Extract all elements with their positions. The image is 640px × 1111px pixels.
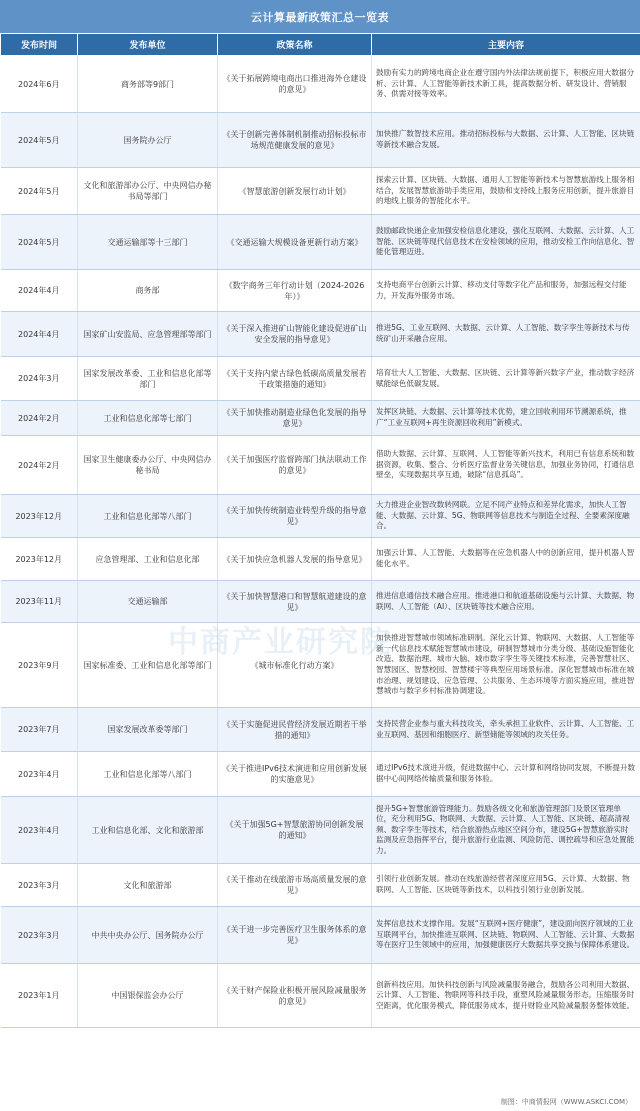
cell-dept: 工业和信息化部等七部门 bbox=[78, 401, 218, 436]
cell-content: 发挥区块链、大数据、云计算等技术优势，建立回收利用环节溯源系统，推广“工业互联网+再生资源回收利用”新模式。 bbox=[372, 401, 640, 436]
cell-dept: 交通运输部等十三部门 bbox=[78, 215, 218, 270]
cell-policy-name: 《关于进一步完善医疗卫生服务体系的意见》 bbox=[218, 907, 372, 964]
table-row bbox=[1, 436, 640, 495]
cell-content: 鼓励有实力的跨境电商企业在遵守国内外法律法规前提下，积极应用大数据分析、云计算、人工智能等新技术新工具，提高数据分析、研发设计、营销服务、供需对接等效率。 bbox=[372, 56, 640, 113]
source-footer: 制图：中商情报网（WWW.ASKCI.COM） bbox=[500, 1098, 632, 1106]
cell-policy-name: 《关于支持内蒙古绿色低碳高质量发展若干政策措施的通知》 bbox=[218, 357, 372, 401]
table-row bbox=[1, 907, 640, 964]
table-row bbox=[1, 357, 640, 401]
cell-date: 2024年5月 bbox=[1, 215, 78, 270]
cell-date: 2023年11月 bbox=[1, 581, 78, 623]
cell-policy-name: 《关于推进IPv6技术演进和应用创新发展的实施意见》 bbox=[218, 752, 372, 797]
policy-table bbox=[0, 33, 640, 1028]
cell-date: 2023年7月 bbox=[1, 708, 78, 752]
cell-date: 2023年4月 bbox=[1, 752, 78, 797]
cell-policy-name: 《关于加强5G+智慧旅游协同创新发展的通知》 bbox=[218, 797, 372, 864]
header-name: 政策名称 bbox=[218, 34, 372, 56]
cell-content: 通过IPv6技术演进升级，促进数据中心、云计算和网络协同发展，不断提升数据中心间网络传输质量和服务体验。 bbox=[372, 752, 640, 797]
cell-date: 2024年5月 bbox=[1, 113, 78, 168]
cell-policy-name: 《关于加快推动制造业绿色化发展的指导意见》 bbox=[218, 401, 372, 436]
table-row bbox=[1, 215, 640, 270]
cell-dept: 应急管理部、工业和信息化部 bbox=[78, 538, 218, 581]
cell-date: 2024年6月 bbox=[1, 56, 78, 113]
cell-content: 推进信息通信技术融合应用。推进港口和航道基础设施与云计算、大数据、物联网、人工智能（AI）、区块链等技术融合应用。 bbox=[372, 581, 640, 623]
cell-content: 借助大数据、云计算、互联网、人工智能等新兴技术，利用已有信息系统和数据资源，收集、整合、分析医疗监督业务关键信息，加强业务协同，打通信息壁垒，实现数据共享互通，破除“信息孤岛”。 bbox=[372, 436, 640, 495]
table-row bbox=[1, 752, 640, 797]
cell-policy-name: 《关于加强医疗监督跨部门执法联动工作的意见》 bbox=[218, 436, 372, 495]
cell-content: 加快推广数智技术应用。推动招标投标与大数据、云计算、人工智能、区块链等新技术融合发展。 bbox=[372, 113, 640, 168]
table-row bbox=[1, 708, 640, 752]
cell-date: 2023年3月 bbox=[1, 907, 78, 964]
header-date: 发布时间 bbox=[1, 34, 78, 56]
header-dept: 发布单位 bbox=[78, 34, 218, 56]
table-row bbox=[1, 964, 640, 1028]
cell-policy-name: 《关于拓展跨境电商出口推进海外仓建设的意见》 bbox=[218, 56, 372, 113]
cell-dept: 商务部等9部门 bbox=[78, 56, 218, 113]
cell-content: 大力推进企业智改数转网联。立足不同产业特点和差异化需求，加快人工智能、大数据、云计算、5G、物联网等信息技术与制造全过程、全要素深度融合。 bbox=[372, 495, 640, 538]
table-row bbox=[1, 538, 640, 581]
cell-date: 2024年5月 bbox=[1, 168, 78, 215]
cell-content: 培育壮大人工智能、大数据、区块链、云计算等新兴数字产业，推动数字经济赋能绿色低碳发展。 bbox=[372, 357, 640, 401]
table-row bbox=[1, 401, 640, 436]
cell-content: 加强云计算、人工智能、大数据等在应急机器人中的创新应用，提升机器人智能化水平。 bbox=[372, 538, 640, 581]
cell-dept: 国家发展改革委等部门 bbox=[78, 708, 218, 752]
cell-content: 推进5G、工业互联网、大数据、云计算、人工智能、数字孪生等新技术与传统矿山开采融合应用。 bbox=[372, 312, 640, 357]
cell-dept: 中共中央办公厅、国务院办公厅 bbox=[78, 907, 218, 964]
watermark: 中商产业研究院 bbox=[168, 625, 392, 660]
cell-dept: 国务院办公厅 bbox=[78, 113, 218, 168]
table-row bbox=[1, 56, 640, 113]
cell-content: 创新科技应用。加快科技创新与风险减量服务融合，鼓励各公司利用大数据、云计算、人工智能、物联网等科技手段，重塑风险减量服务形态，压缩服务时空距离，优化服务模式，降低服务成本，提升财险业风险减量服务整体效能。 bbox=[372, 964, 640, 1028]
cell-policy-name: 《关于推动在线旅游市场高质量发展的意见》 bbox=[218, 864, 372, 907]
cell-content: 支持民营企业参与重大科技攻关，牵头承担工业软件、云计算、人工智能、工业互联网、基因和细胞医疗、新型储能等领域的攻关任务。 bbox=[372, 708, 640, 752]
cell-policy-name: 《交通运输大规模设备更新行动方案》 bbox=[218, 215, 372, 270]
cell-date: 2024年2月 bbox=[1, 436, 78, 495]
cell-policy-name: 《关于加快应急机器人发展的指导意见》 bbox=[218, 538, 372, 581]
table-row bbox=[1, 495, 640, 538]
table-row bbox=[1, 797, 640, 864]
cell-date: 2023年4月 bbox=[1, 797, 78, 864]
table-row bbox=[1, 113, 640, 168]
cell-policy-name: 《数字商务三年行动计划（2024-2026年）》 bbox=[218, 270, 372, 312]
cell-date: 2024年3月 bbox=[1, 357, 78, 401]
cell-policy-name: 《关于深入推进矿山智能化建设促进矿山安全发展的指导意见》 bbox=[218, 312, 372, 357]
table-title: 云计算最新政策汇总一览表 bbox=[0, 0, 640, 33]
cell-date: 2023年1月 bbox=[1, 964, 78, 1028]
table-row bbox=[1, 623, 640, 708]
cell-dept: 国家卫生健康委办公厅、中央网信办秘书局 bbox=[78, 436, 218, 495]
cell-date: 2024年2月 bbox=[1, 401, 78, 436]
header-row bbox=[1, 34, 640, 56]
cell-dept: 国家发展改革委、工业和信息化部等部门 bbox=[78, 357, 218, 401]
cell-content: 加快推进智慧城市领域标准研制。深化云计算、物联网、大数据、人工智能等新一代信息技术赋能智慧城市建设，研制智慧城市分类分级、基础设施智能化改造、数据治理、城市大脑、城市数字孪生等关键技术标准，完善智慧社区、智慧园区、智慧校园、智慧楼宇等典型应用场景标准。深化智慧城市标准在城市治理、规划建设、应急管理、公共服务、生态环境等方面实施应用，推进智慧城市与数字乡村标准协调建设。 bbox=[372, 623, 640, 708]
cell-dept: 商务部 bbox=[78, 270, 218, 312]
cell-dept: 文化和旅游部 bbox=[78, 864, 218, 907]
cell-date: 2023年3月 bbox=[1, 864, 78, 907]
cell-dept: 工业和信息化部等八部门 bbox=[78, 752, 218, 797]
cell-content: 鼓励邮政快递企业加强安检信息化建设，强化互联网、大数据、云计算、人工智能、区块链等现代信息技术在安检领域的应用，推动安检工作向信息化、智能化管理迈进。 bbox=[372, 215, 640, 270]
cell-policy-name: 《关于实施促进民营经济发展近期若干举措的通知》 bbox=[218, 708, 372, 752]
cell-content: 提升5G+智慧旅游管理能力。鼓励各级文化和旅游管理部门及景区管理单位，充分利用5G、物联网、大数据、云计算、人工智能、区块链、超高清视频、数字孪生等技术，结合旅游热点地区空间分布，建设5G+智慧旅游实时监测及应急指挥平台，提升旅游行业监测、风险防范、调控疏导和应急处置能力。 bbox=[372, 797, 640, 864]
table-row bbox=[1, 270, 640, 312]
cell-date: 2023年9月 bbox=[1, 623, 78, 708]
header-content: 主要内容 bbox=[372, 34, 640, 56]
cell-date: 2024年4月 bbox=[1, 270, 78, 312]
cell-content: 支持电商平台创新云计算、移动支付等数字化产品和服务，加强远程交付能力，开发海外服务市场。 bbox=[372, 270, 640, 312]
cell-dept: 国家矿山安监局、应急管理部等部门 bbox=[78, 312, 218, 357]
table-row bbox=[1, 168, 640, 215]
cell-date: 2023年12月 bbox=[1, 538, 78, 581]
table-body bbox=[1, 56, 640, 1028]
cell-dept: 文化和旅游部办公厅、中央网信办秘书局等部门 bbox=[78, 168, 218, 215]
cell-date: 2024年4月 bbox=[1, 312, 78, 357]
table-row bbox=[1, 864, 640, 907]
cell-date: 2023年12月 bbox=[1, 495, 78, 538]
cell-content: 引领行业创新发展。推动在线旅游经营者深度应用5G、云计算、大数据、物联网、人工智能、区块链等新技术，以科技引领行业创新发展。 bbox=[372, 864, 640, 907]
cell-content: 发挥信息技术支撑作用。发展“互联网+医疗健康”，建设面向医疗领域的工业互联网平台，加快推进互联网、区块链、物联网、人工智能、云计算、大数据等在医疗卫生领域中的应用，加强健康医疗大数据共享交换与保障体系建设。 bbox=[372, 907, 640, 964]
cell-dept: 交通运输部 bbox=[78, 581, 218, 623]
cell-policy-name: 《关于财产保险业积极开展风险减量服务的意见》 bbox=[218, 964, 372, 1028]
cell-policy-name: 《关于创新完善体制机制推动招标投标市场规范健康发展的意见》 bbox=[218, 113, 372, 168]
cell-dept: 工业和信息化部等八部门 bbox=[78, 495, 218, 538]
cell-policy-name: 《关于加快传统制造业转型升级的指导意见》 bbox=[218, 495, 372, 538]
cell-content: 探索云计算、区块链、大数据、通用人工智能等新技术与智慧旅游线上服务相结合，发展智慧旅游助手类应用，鼓励和支持线上服务应用创新，提升旅游目的地线上服务的智能化水平。 bbox=[372, 168, 640, 215]
cell-policy-name: 《城市标准化行动方案》 bbox=[218, 623, 372, 708]
table-row bbox=[1, 581, 640, 623]
cell-policy-name: 《关于加快智慧港口和智慧航道建设的意见》 bbox=[218, 581, 372, 623]
table-row bbox=[1, 312, 640, 357]
cell-dept: 中国银保监会办公厅 bbox=[78, 964, 218, 1028]
cell-dept: 国家标准委、工业和信息化部等部门 bbox=[78, 623, 218, 708]
cell-policy-name: 《智慧旅游创新发展行动计划》 bbox=[218, 168, 372, 215]
cell-dept: 工业和信息化部、文化和旅游部 bbox=[78, 797, 218, 864]
